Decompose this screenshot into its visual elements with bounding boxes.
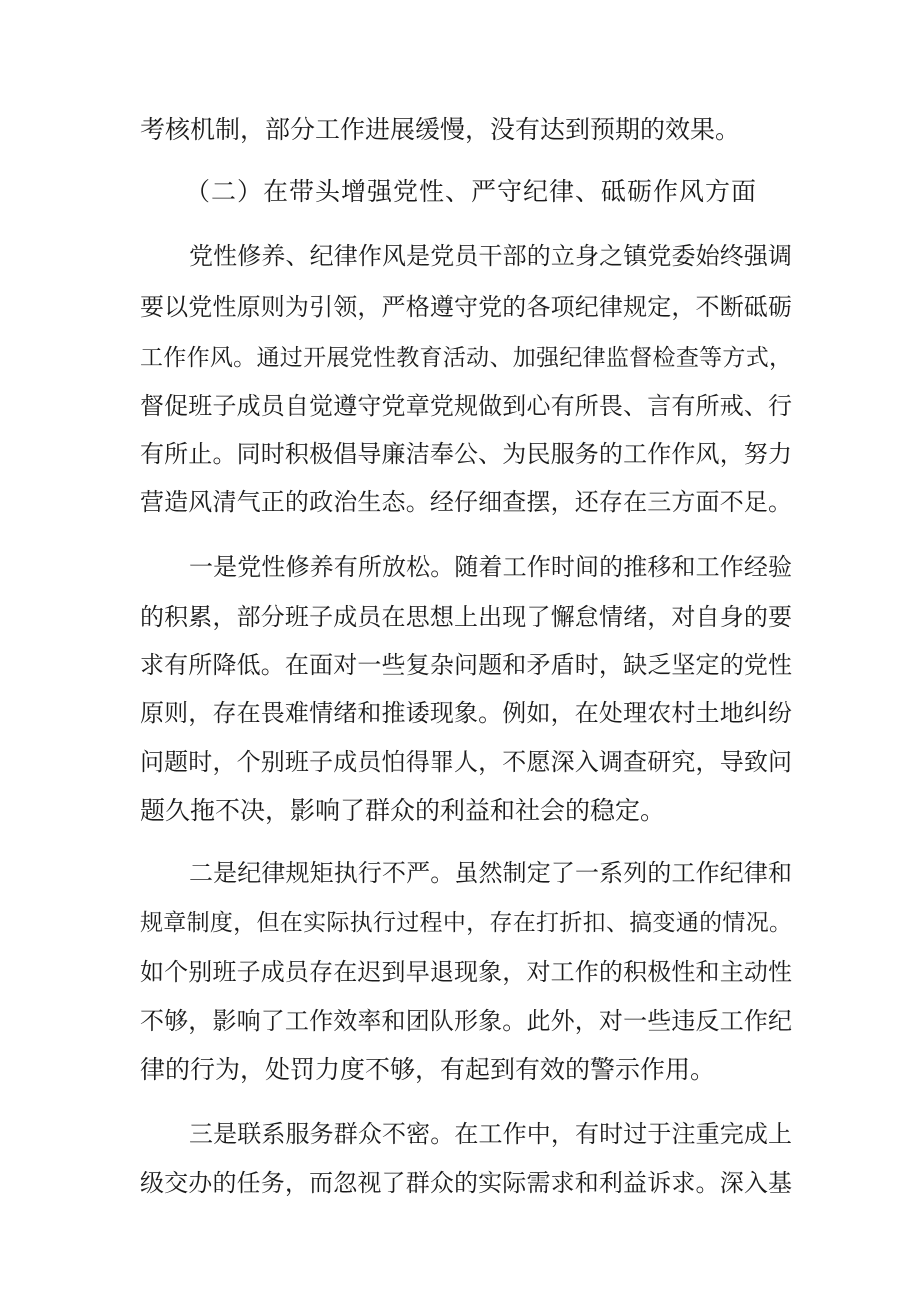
paragraph-line: 党性修养、纪律作风是党员干部的立身之镇党委始终强调 (189, 242, 792, 270)
paragraph-line: 如个别班子成员存在迟到早退现象，对工作的积极性和主动性 (140, 958, 792, 986)
paragraph-line: 营造风清气正的政治生态。经仔细查摆，还存在三方面不足。 (140, 488, 792, 516)
paragraph-line: 求有所降低。在面对一些复杂问题和矛盾时，缺乏坚定的党性 (140, 651, 792, 679)
paragraph-line: 原则，存在畏难情绪和推诿现象。例如，在处理农村土地纠纷 (140, 699, 792, 727)
paragraph-line: 工作作风。通过开展党性教育活动、加强纪律监督检查等方式， (140, 345, 792, 371)
paragraph-line: 律的行为，处罚力度不够，有起到有效的警示作用。 (140, 1055, 716, 1084)
section-heading: （二）在带头增强党性、严守纪律、砥砺作风方面 (185, 177, 758, 206)
paragraph-line: 题久拖不决，影响了群众的利益和社会的稳定。 (140, 796, 666, 825)
paragraph-line: 规章制度，但在实际执行过程中，存在打折扣、搞变通的情况。 (140, 910, 792, 936)
paragraph-line: 级交办的任务，而忽视了群众的实际需求和利益诉求。深入基 (140, 1169, 792, 1197)
paragraph-line: 问题时，个别班子成员怕得罪人，不愿深入调查研究，导致问 (140, 748, 792, 776)
paragraph-line: 督促班子成员自觉遵守党章党规做到心有所畏、言有所戒、行 (140, 392, 792, 420)
paragraph-line: 二是纪律规矩执行不严。虽然制定了一系列的工作纪律和 (189, 859, 792, 887)
paragraph-line: 考核机制，部分工作进展缓慢，没有达到预期的效果。 (140, 115, 741, 144)
paragraph-line: 三是联系服务群众不密。在工作中，有时过于注重完成上 (189, 1120, 792, 1148)
paragraph-line: 的积累，部分班子成员在思想上出现了懈怠情绪，对自身的要 (140, 603, 792, 631)
paragraph-line: 不够，影响了工作效率和团队形象。此外，对一些违反工作纪 (140, 1007, 792, 1035)
paragraph-line: 一是党性修养有所放松。随着工作时间的推移和工作经验 (189, 553, 792, 581)
paragraph-line: 要以党性原则为引领，严格遵守党的各项纪律规定，不断砥砺 (140, 293, 792, 321)
paragraph-line: 有所止。同时积极倡导廉洁奉公、为民服务的工作作风，努力 (140, 440, 792, 468)
